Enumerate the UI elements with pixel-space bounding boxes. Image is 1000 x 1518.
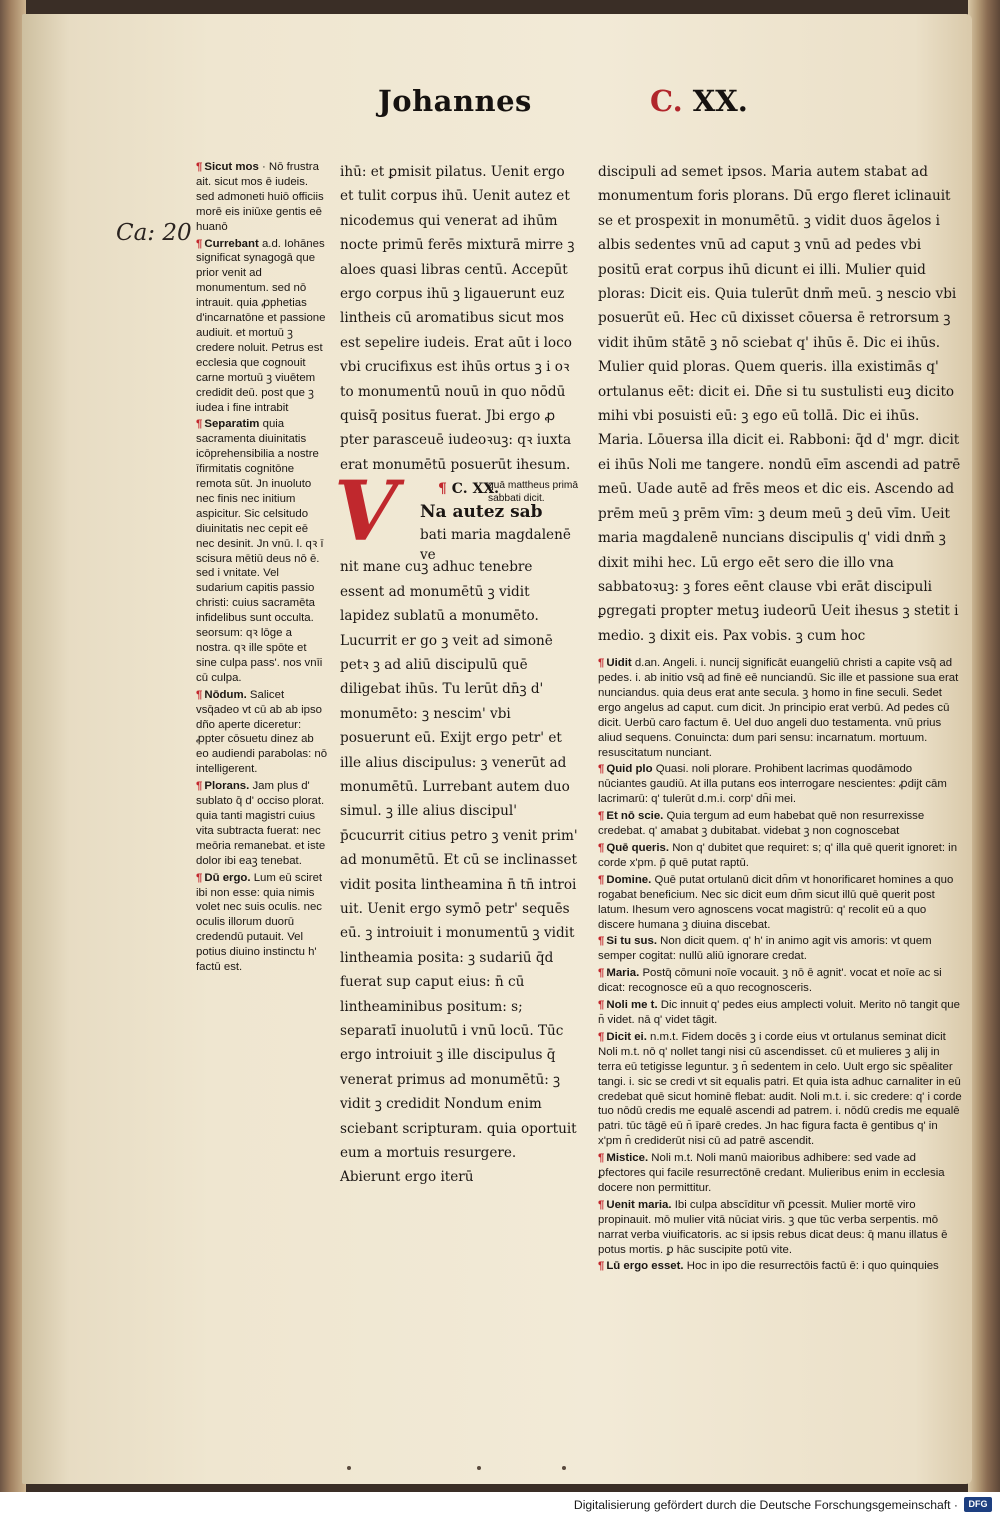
gloss-paragraph — [196, 237, 328, 416]
main-line: quisq̄ positus fuerat. Jbi ergo ꝓ — [340, 408, 556, 425]
gloss-lead: Dū ergo. — [204, 871, 251, 884]
pilcrow-icon: ¶ — [196, 688, 203, 701]
pilcrow-icon: ¶ — [598, 1198, 605, 1211]
page — [22, 14, 972, 1484]
right-gloss-paragraph: ¶ Noli me t. Dic innuit q' pedes eius amplecti voluit. Merito nō tangit que n̄ videt. nā q' videt tāgit. — [598, 999, 960, 1026]
footer-bar — [0, 1492, 1000, 1518]
gloss-paragraph — [196, 160, 328, 235]
main-line: pter parasceuē iudeoꝛuꝫ: qꝛ iuxta — [340, 432, 572, 449]
gloss-text: Salicet vsq̄adeo vt cū ab ab ipso dño aperte diceretur: ꝓpter cōsuetu dinez ab eo audiendi parabolas: nō intelligerent. — [196, 688, 328, 776]
pilcrow-icon: ¶ — [196, 161, 203, 173]
interlinear-note: quā mattheus primā sabbati dicit. — [488, 480, 579, 505]
right-gloss-paragraph: ¶ Uidit d.an. Angeli. i. nuncij significāt euangeliū christi a capite vsq̄ ad pedes. i. ab initio vsq̄ ad finē eē nunciandū. Sic ille et passione sua erat nunciandus. quia deus erat ante secula. ꝫ homo in fine seculi. Sedet ergo angelus ad caput. cum dicit. Jn principio erat verbū. Ad pedes cū dicit. Uerbū caro factum ē. Uel duo angeli duo testamenta. vnū prius aliud sequens. Conuincta: dum pari sensu: incarnatum. mortuum. resuscitatum nunciant. — [598, 657, 959, 759]
gloss-lead: Currebant — [204, 237, 259, 250]
funding-notice: Digitalisierung gefördert durch die Deutsche Forschungsgemeinschaft · — [573, 1498, 958, 1512]
right-text-column — [598, 160, 964, 1273]
gloss-text: quia sacramenta diuinitatis icōprehensibilia a nostre īfirmitatis cognitōne remota sūt. Jn inuoluto nec finis nec initium aspicitur. Sic celsitudo diuinitatis nec cepit eē nec desinit. Jn vnū. l. qꝛ ī scisura mētiū deus nō ē. sed i vnitate. Vel sudarium capitis passio christi: cuius sacramēta infidelibus sunt occulta. seorsum: qꝛ lōge a nostra. qꝛ ille spōte et sine culpa pass'. nos vnīi cū culpa. — [196, 418, 324, 684]
opening-line: Na autez sab — [420, 502, 543, 523]
chapter-number: XX. — [692, 84, 748, 118]
hole-mark — [477, 1466, 481, 1470]
main-line: et tulit corpus ihū. Uenit autez et — [340, 188, 570, 205]
right-gloss-paragraph: ¶ Et nō scie. Quia tergum ad eum habebat quē non resurrexisse credebat. q' amabat ꝫ dubitabat. videbat ꝫ non cognoscebat — [598, 810, 925, 838]
right-main-text: discipuli ad semet ipsos. Maria autem stabat ad monumentum foris plorans. Dū ergo fleret iclinauit se et prospexit in monumētū. ꝫ vidit duos āgelos i albis sedentes vnū ad caput ꝫ vnū ad pedes vbi positū erat corpus ihū dicunt ei illi. Mulier quid ploras: Dicit eis. Quia tulerūt dnm̄ meū. ꝫ nescio vbi posuerūt eū. Hec cū dixisset cōuersa ē retrorsum ꝫ vidit ihūm stātē ꝫ nō sciebat q' ihūs ē. Dic ei ihūs. Mulier quid ploras. Quem queris. illa existimās q' ortulanus eēt: dicit ei. Dn̄e si tu sustulisti euꝫ dicito mihi vbi posuisti eū: ꝫ ego eū tollā. Dic ei ihūs. Maria. Lōuersa illa dicit ei. Rabboni: q̄d d' mgr. dicit ei ihūs Noli me tangere. nondū eīm ascendi ad patrē meū. Uade autē ad frēs meos et dic eis. Ascendo ad prēm meū ꝫ prēm vīm: ꝫ deum meū ꝫ deū vīm. Ueit maria magdalenē nuncians discipulis q' vidi dnm̄ ꝫ dixit mihi hec. Lū ergo eēt sero die illo vna sabbatoꝛuꝫ: ꝫ fores eēnt clause vbi erāt discipuli ꝑgregati propter metuꝫ iudeorū Ueit ihesus ꝫ stetit i medio. ꝫ dixit eis. Pax vobis. ꝫ cum hoc — [598, 164, 961, 644]
gloss-lead: Separatim — [204, 418, 260, 431]
pilcrow-icon: ¶ — [598, 967, 605, 980]
main-line: est sepelire iudeis. Erat aūt i loco — [340, 334, 572, 351]
chapter-prefix: C. — [650, 84, 683, 118]
decorated-initial: V — [334, 464, 398, 561]
gloss-text: Jam plus d' sublato q̄ d' occiso plorat. quia tanti magistri cuius vita subtracta fuerat: nec meōria remanebat. et iste dolor ibi eaꝫ tenebat. — [196, 780, 326, 867]
main-line: nicodemus qui venerat ad ihūm — [340, 212, 558, 229]
right-gloss-paragraph: ¶ Uenit maria. Ibi culpa abscīditur vñ ꝑcessit. Mulier mortē viro propinauit. mō mulier vitā nūciat viris. ꝫ que tūc verba serpentis. mō narrat verba viuificatoris. ac si ipsis rebus dicat deus: q̄ manu illatus ē potus mortis. ꝑ hāc suscipite potū vite. — [598, 1198, 948, 1256]
right-gloss-paragraph: ¶ Maria. Postq̄ cōmuni noīe vocauit. ꝫ nō ē agnit'. vocat et noīe ac si dicat: recognosce eū a quo recognosceris. — [598, 967, 942, 995]
gloss-text: a.d. Iohānes significat synagogā que prior venit ad monumentum. sed nō intrauit. quia ꝓphetias d'incarnatōne et passione audiuit. et mortuū ꝫ credere noluit. Petrus est ecclesia que cognouit carne mortuū ꝫ viuētem credidit deū. post que ꝫ iudea i fine intrabit — [196, 237, 326, 414]
gloss-lead: Sicut mos — [204, 161, 259, 173]
pilcrow-icon: ¶ — [196, 237, 203, 250]
main-line: erat monumētū posuerūt ihesum. — [340, 456, 571, 473]
gloss-text: · Nō frustra ait. sicut mos ē iudeis. sed admoneti huiō officiis morē eis iniūxe gentis eē huanō — [196, 161, 324, 233]
main-text-column — [334, 160, 580, 1210]
chapter-heading: ¶ C. XX. — [438, 481, 500, 498]
gloss-paragraph — [196, 871, 328, 975]
right-gloss-paragraph: ¶ Dicit ei. n.m.t. Fidem docēs ꝫ i corde eius vt ortulanus seminat dicit Noli m.t. nō q' nollet tangi nisi cū ascendisset. cū et mulieres ꝫ alij in terra eū tetigisse leguntur. ꝫ n̄ sedentem in celo. Uult ergo sic spēaliter tangi. i. sic se credi vt sit equalis patri. Et quia ista adhuc carnaliter in eū credebat quē sicut hominē flebat: audit. Noli m.t. i. sic credere: q' i corde tuo nōdū credis me equalē ascendi ad patrem. i. nōdū credis me equalē patri. tūc tāgē eū n̄ īparē credes. Jn hac figura facta ē gentibus q' in x'pm n̄ crediderūt nisi cū ad patrē ascendit. — [598, 1030, 962, 1148]
right-gloss-paragraph: ¶ Si tu sus. Non dicit quem. q' h' in animo agit vis amoris: vt quem semper cogitat: nullū aliū ignorare credat. — [598, 935, 932, 963]
right-gloss-paragraph: ¶ Mistice. Noli m.t. Noli manū maioribus adhibere: sed vade ad ꝑfectores qui facile resurrectōnē credant. Mulieribus enim in ecclesia docere non permittitur. — [598, 1152, 945, 1194]
pilcrow-icon: ¶ — [598, 1260, 605, 1273]
spacer — [598, 648, 964, 656]
pilcrow-icon: ¶ — [598, 1152, 605, 1165]
main-line: vbi crucifixus est ihūs ortus ꝫ i oꝛ — [340, 359, 570, 376]
running-head — [22, 84, 972, 128]
main-line: ihū: et ꝑmisit pilatus. Uenit ergo — [340, 164, 565, 180]
gloss-paragraph — [196, 688, 328, 777]
binding-holes — [347, 1466, 647, 1474]
pilcrow-icon: ¶ — [196, 871, 203, 884]
gloss-text: Lum eū sciret ibi non esse: quia nimis volet nec suis oculis. nec oculis illorum duorū credendū putauit. Vel potius diuino instinctu h' factū est. — [196, 871, 323, 974]
gloss-paragraph — [196, 779, 328, 868]
hole-mark — [562, 1466, 566, 1470]
main-line: ergo corpus ihū ꝫ ligauerunt euz — [340, 286, 565, 303]
main-line: nocte primū ferēs mixturā mirre ꝫ — [340, 237, 575, 254]
handwritten-margin-note: Ca: 20 — [116, 220, 192, 246]
pilcrow-icon: ¶ — [598, 763, 605, 776]
running-head-title: Johannes — [378, 84, 532, 118]
running-head-chapter — [650, 84, 748, 118]
right-gloss-paragraph: ¶ Quē queris. Non q' dubitet que requiret: s; q' illa quē querit ignoret: in corde x'pm. p̄ quē putat raptū. — [598, 842, 958, 869]
dfg-logo-icon: DFG — [964, 1497, 992, 1512]
pilcrow-icon: ¶ — [598, 1030, 605, 1043]
pilcrow-icon: ¶ — [598, 935, 605, 948]
pilcrow-icon: ¶ — [438, 481, 447, 498]
pilcrow-icon: ¶ — [598, 810, 605, 823]
main-line: aloes quasi libras centū. Accepūt — [340, 261, 568, 278]
pilcrow-icon: ¶ — [196, 780, 203, 793]
gloss-lead: Nōdum. — [204, 688, 247, 701]
hole-mark — [347, 1466, 351, 1470]
right-gloss-paragraph: ¶ Domine. Quē putat ortulanū dicit dn̄m vt honorificaret homines a quo rogabat beneficium. Nec sic dicit eum dn̄m sicut illū quē querit post latum. Ihesum vero agnoscens vocat magistrū: q' recolit eū a quo discere humana ꝫ diuina discebat. — [598, 873, 954, 931]
main-line: to monumentū nouū in quo nōdū — [340, 383, 566, 400]
pilcrow-icon: ¶ — [598, 842, 605, 854]
gloss-paragraph — [196, 417, 328, 685]
main-paragraph: nit mane cuꝫ adhuc tenebre essent ad monumētū ꝫ vidit lapidez sublatū a monumēto. Lucurrit er go ꝫ veit ad simonē petꝛ ꝫ ad aliū discipulū quē diligebat ihūs. Tu lerūt dn̄ꝫ d' monumēto: ꝫ nescim' vbi posuerunt eū. Exijt ergo petr' et ille alius discipulus: ꝫ venerūt ad monumētū. Lurrebant autem duo simul. ꝫ ille alius discipul' p̄cucurrit citius petro ꝫ venit prim' ad monumētū. Et cū se inclinasset vidit posita lintheamina n̄ tn̄ introi uit. Uenit ergo symō petr' sequēs eū. ꝫ introiuit i monumentū ꝫ vidit lintheamia posita: ꝫ sudariū q̄d fuerat sup caput eius: n̄ cū lintheaminibus positum: s; separatī inuolutū i vnū locū. Tūc ergo introiuit ꝫ ille discipulus q̄ venerat primus ad monumētū: ꝫ vidit ꝫ credidit Nondum enim sciebant scripturam. quia oportuit eum a mortuis resurgere. Abierunt ergo iterū — [340, 559, 578, 1186]
opening-line: bati maria magdalenē ve — [420, 527, 571, 564]
right-gloss-paragraph: ¶ Quid plo Quasi. noli plorare. Prohibent lacrimas quodāmodo nūciantes gaudiū. At illa putans eos interrogare nescientes: ꝓdijt cām lacrimarū: q' tulerūt d.m.i. corp' dn̄i mei. — [598, 763, 947, 806]
right-gloss-paragraph: ¶ Lū ergo esset. Hoc in ipo die resurrectōis factū ē: i quo quinquies — [598, 1260, 939, 1273]
pilcrow-icon: ¶ — [598, 657, 605, 670]
pilcrow-icon: ¶ — [196, 418, 203, 431]
gloss-lead: Plorans. — [204, 780, 250, 793]
main-line: lintheis cū aromatibus sicut mos — [340, 310, 564, 327]
page-edges — [968, 0, 1000, 1492]
pilcrow-icon: ¶ — [598, 999, 605, 1012]
pilcrow-icon: ¶ — [598, 873, 605, 886]
gloss-column-left — [196, 160, 328, 1040]
